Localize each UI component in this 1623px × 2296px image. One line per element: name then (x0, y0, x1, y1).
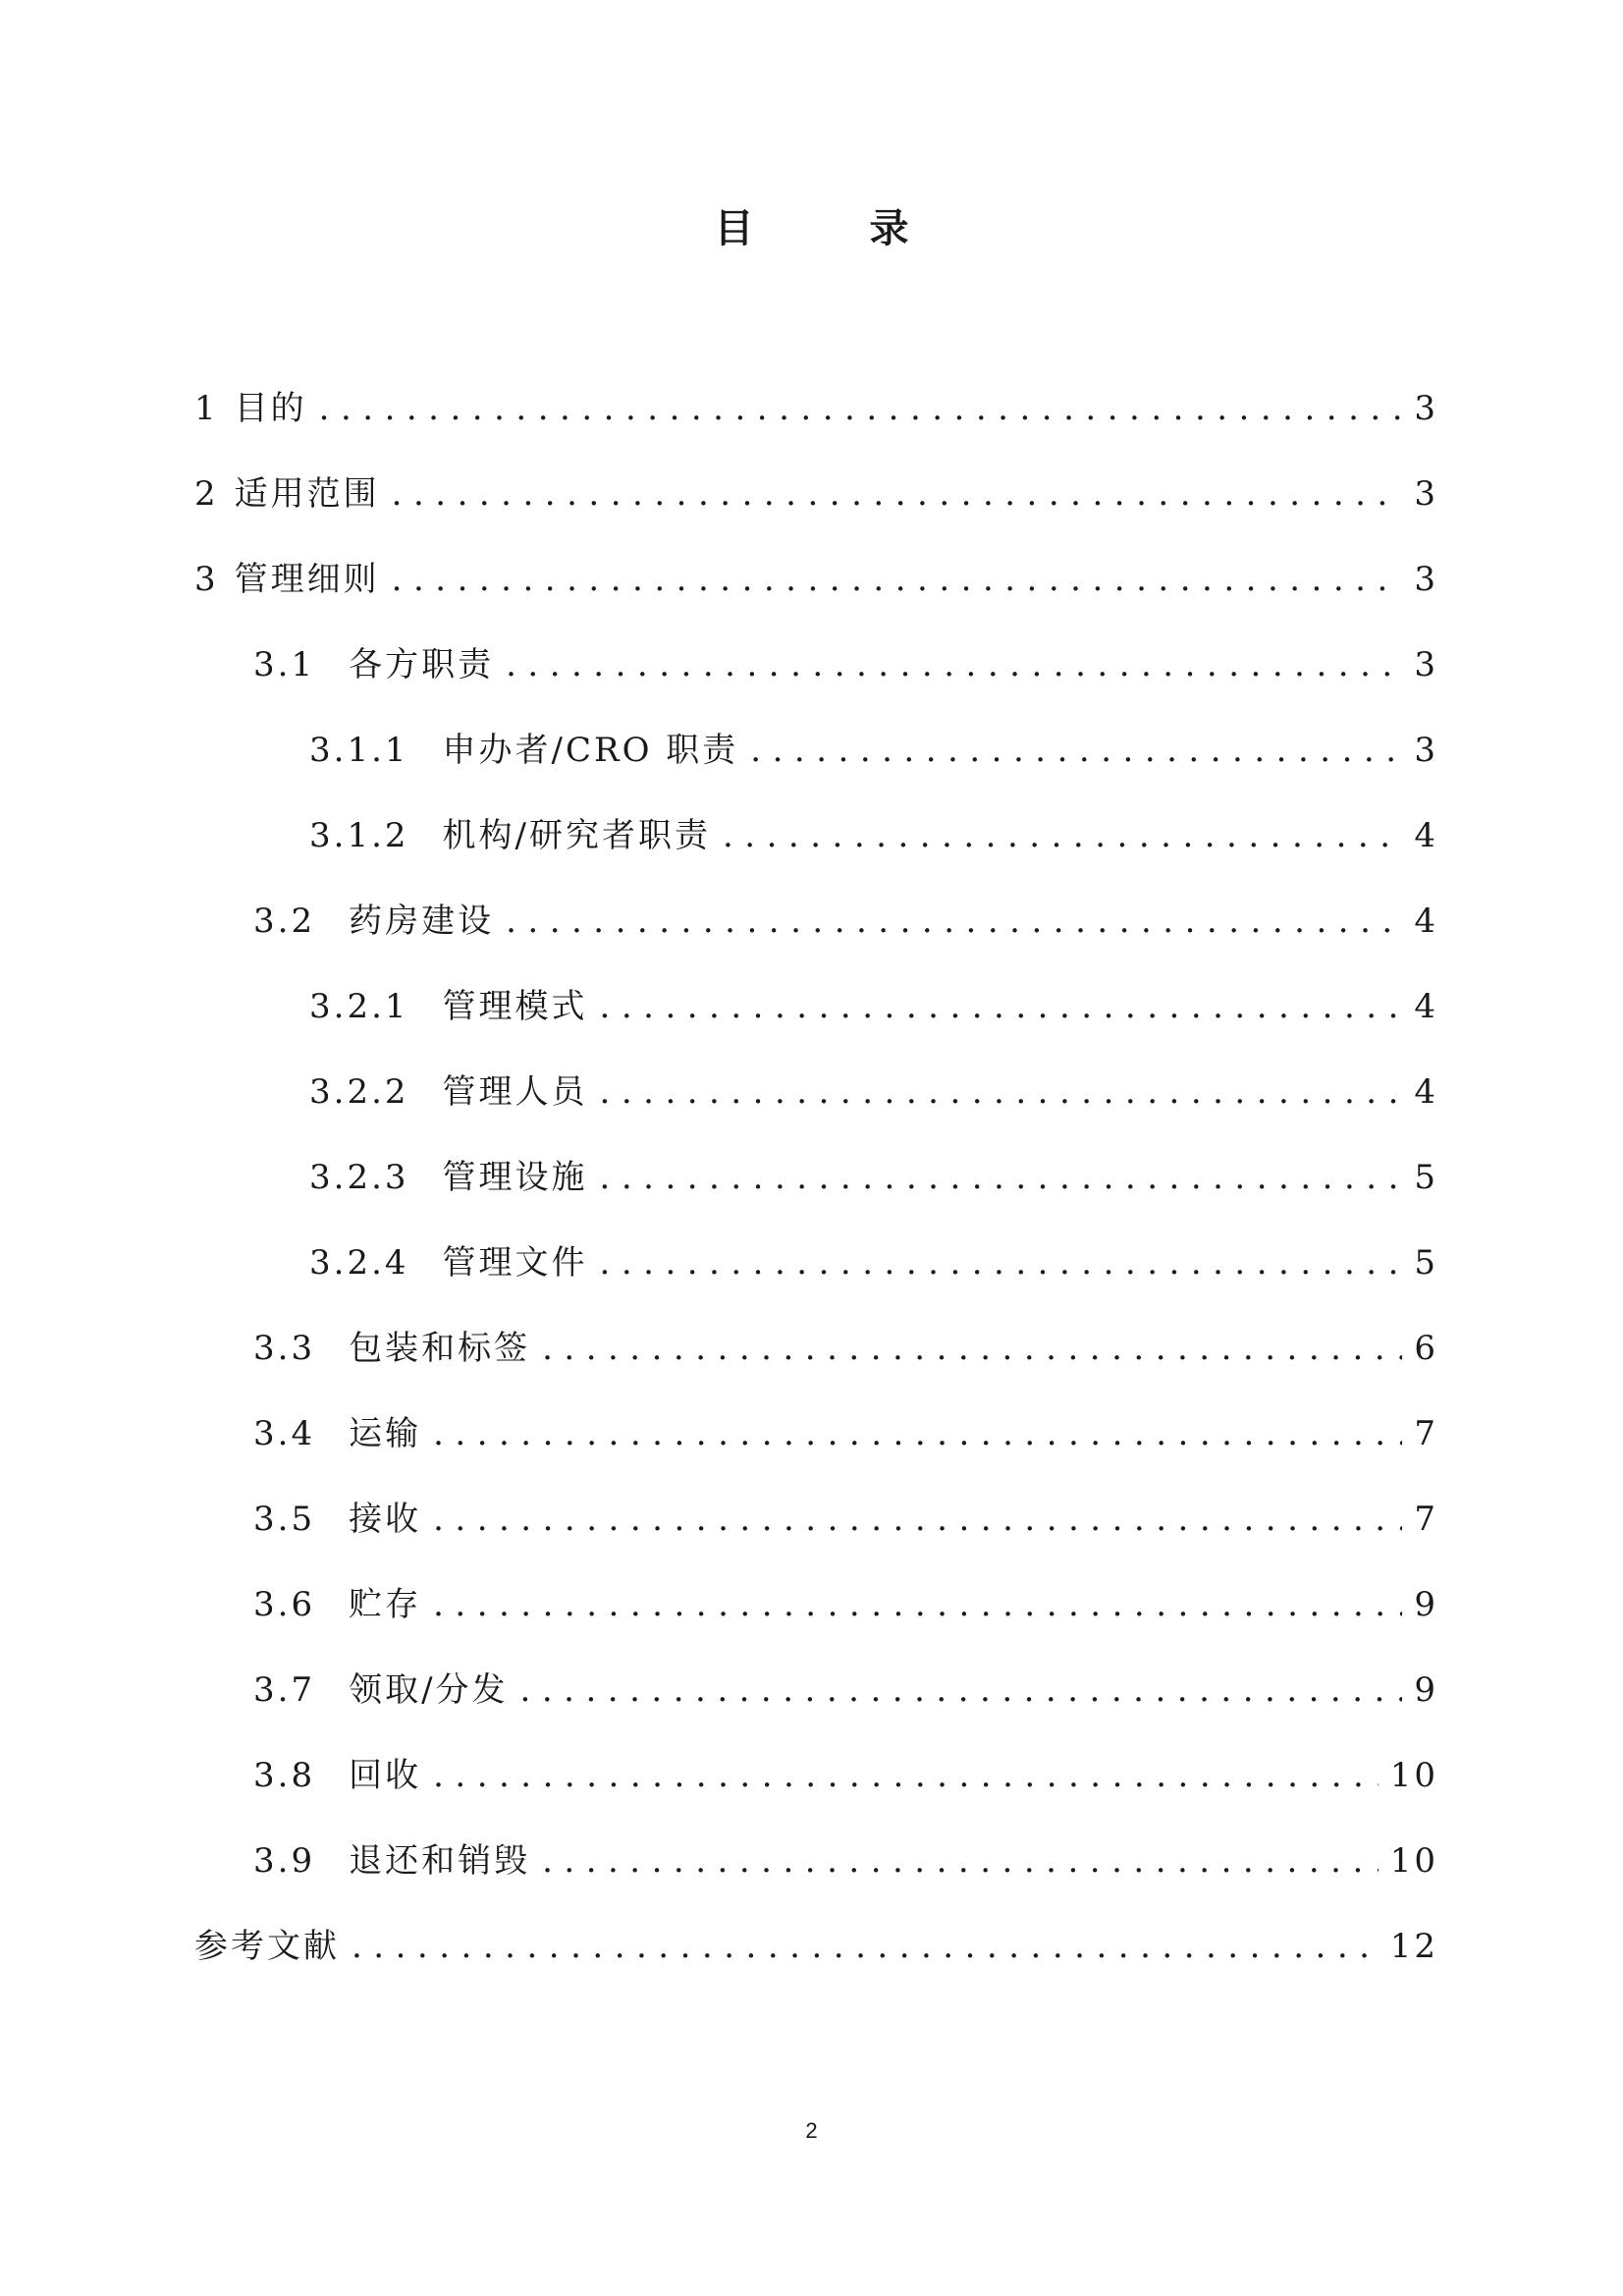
toc-entry-page: 5 (1414, 1243, 1438, 1283)
toc-entry-label: 管理人员 (442, 1072, 588, 1112)
toc-entry-label: 管理文件 (442, 1243, 588, 1283)
toc-entry[interactable] (309, 1150, 1438, 1205)
toc-entry[interactable] (309, 723, 1438, 778)
page-number: 2 (805, 2118, 818, 2143)
toc-entry-page: 6 (1414, 1329, 1438, 1368)
toc-entry-page: 4 (1414, 902, 1438, 941)
toc-entry[interactable] (309, 808, 1438, 863)
toc-entry-number: 3.6 (253, 1585, 316, 1624)
toc-entry-label: 机构/研究者职责 (442, 816, 711, 855)
toc-entry[interactable] (253, 1663, 1438, 1718)
toc-entry[interactable] (309, 1065, 1438, 1120)
toc-entry-label: 接收 (349, 1500, 422, 1539)
toc-entry[interactable] (309, 979, 1438, 1034)
toc-entry[interactable] (253, 1833, 1438, 1888)
toc-entry-label: 管理细则 (234, 560, 380, 599)
toc-entry-number: 3.1.2 (309, 816, 409, 855)
toc-entry-page: 9 (1414, 1585, 1438, 1624)
toc-dot-leader (600, 1235, 1403, 1290)
toc-entry-number: 3.2.3 (309, 1158, 409, 1197)
toc-entry-label: 参考文献 (194, 1927, 340, 1966)
toc-entry-page: 4 (1414, 1072, 1438, 1112)
toc-dot-leader (750, 723, 1402, 778)
toc-entry[interactable] (194, 466, 1438, 521)
toc-entry-page: 10 (1389, 1841, 1438, 1881)
toc-entry-number: 3 (194, 560, 219, 599)
toc-entry-number: 3.2.2 (309, 1072, 409, 1112)
toc-entry-number: 3.1 (253, 645, 316, 684)
toc-entry-page: 10 (1389, 1756, 1438, 1795)
toc-entry-number: 3.1.1 (309, 731, 409, 770)
toc-entry[interactable] (253, 1577, 1438, 1632)
toc-entry-page: 3 (1414, 474, 1438, 514)
toc-entry-number: 3.3 (253, 1329, 316, 1368)
toc-entry-page: 5 (1414, 1158, 1438, 1197)
toc-entry-label: 适用范围 (234, 474, 380, 514)
toc-entry-number: 3.8 (253, 1756, 316, 1795)
toc-entry-page: 12 (1389, 1927, 1438, 1966)
toc-entry-number: 1 (194, 389, 219, 428)
toc-entry-label: 管理模式 (442, 987, 588, 1026)
toc-entry[interactable] (309, 1235, 1438, 1290)
page-title: 目 录 (714, 206, 960, 251)
toc-dot-leader (433, 1406, 1402, 1461)
toc-entry[interactable] (253, 1748, 1438, 1803)
toc-dot-leader (433, 1577, 1402, 1632)
toc-entry-page: 7 (1414, 1414, 1438, 1453)
toc-entry-label: 运输 (349, 1414, 422, 1453)
toc-entry-page: 4 (1414, 816, 1438, 855)
toc-dot-leader (392, 466, 1403, 521)
toc-entry-page: 4 (1414, 987, 1438, 1026)
toc-dot-leader (433, 1748, 1379, 1803)
toc-entry-label: 领取/分发 (349, 1670, 509, 1710)
toc-entry-page: 3 (1414, 560, 1438, 599)
toc-dot-leader (352, 1919, 1379, 1974)
toc-dot-leader (542, 1321, 1402, 1376)
toc-entry-label: 退还和销毁 (349, 1841, 531, 1881)
toc-dot-leader (600, 1065, 1403, 1120)
toc-entry[interactable] (253, 1406, 1438, 1461)
toc-dot-leader (520, 1663, 1403, 1718)
toc-entry[interactable] (194, 1919, 1438, 1974)
toc-entry-label: 目的 (234, 389, 307, 428)
toc-entry-number: 3.2.1 (309, 987, 409, 1026)
toc-entry-label: 申办者/CRO 职责 (442, 731, 739, 770)
toc-entry[interactable] (194, 381, 1438, 436)
toc-entry-number: 3.4 (253, 1414, 316, 1453)
toc-dot-leader (433, 1492, 1402, 1547)
toc-entry-label: 包装和标签 (349, 1329, 531, 1368)
toc-entry-page: 7 (1414, 1500, 1438, 1539)
toc-entry-number: 3.2.4 (309, 1243, 409, 1283)
toc-dot-leader (506, 637, 1402, 692)
toc-entry-number: 3.5 (253, 1500, 316, 1539)
toc-dot-leader (723, 808, 1402, 863)
toc-dot-leader (319, 381, 1403, 436)
toc-entry-number: 2 (194, 474, 219, 514)
toc-entry-label: 药房建设 (349, 902, 495, 941)
toc-dot-leader (542, 1833, 1379, 1888)
toc-entry-label: 管理设施 (442, 1158, 588, 1197)
toc-dot-leader (506, 894, 1402, 949)
toc-entry-page: 3 (1414, 389, 1438, 428)
toc-entry[interactable] (253, 1492, 1438, 1547)
toc-entry-label: 贮存 (349, 1585, 422, 1624)
toc-entry[interactable] (194, 552, 1438, 607)
toc-entry[interactable] (253, 894, 1438, 949)
toc-entry[interactable] (253, 1321, 1438, 1376)
toc-dot-leader (600, 1150, 1403, 1205)
toc-entry-page: 9 (1414, 1670, 1438, 1710)
toc-entry-label: 回收 (349, 1756, 422, 1795)
toc-entry-number: 3.2 (253, 902, 316, 941)
toc-entry-page: 3 (1414, 645, 1438, 684)
toc-dot-leader (600, 979, 1403, 1034)
toc-entry[interactable] (253, 637, 1438, 692)
toc-entry-page: 3 (1414, 731, 1438, 770)
toc-entry-number: 3.9 (253, 1841, 316, 1881)
toc-dot-leader (392, 552, 1403, 607)
toc-entry-label: 各方职责 (349, 645, 495, 684)
toc-entry-number: 3.7 (253, 1670, 316, 1710)
